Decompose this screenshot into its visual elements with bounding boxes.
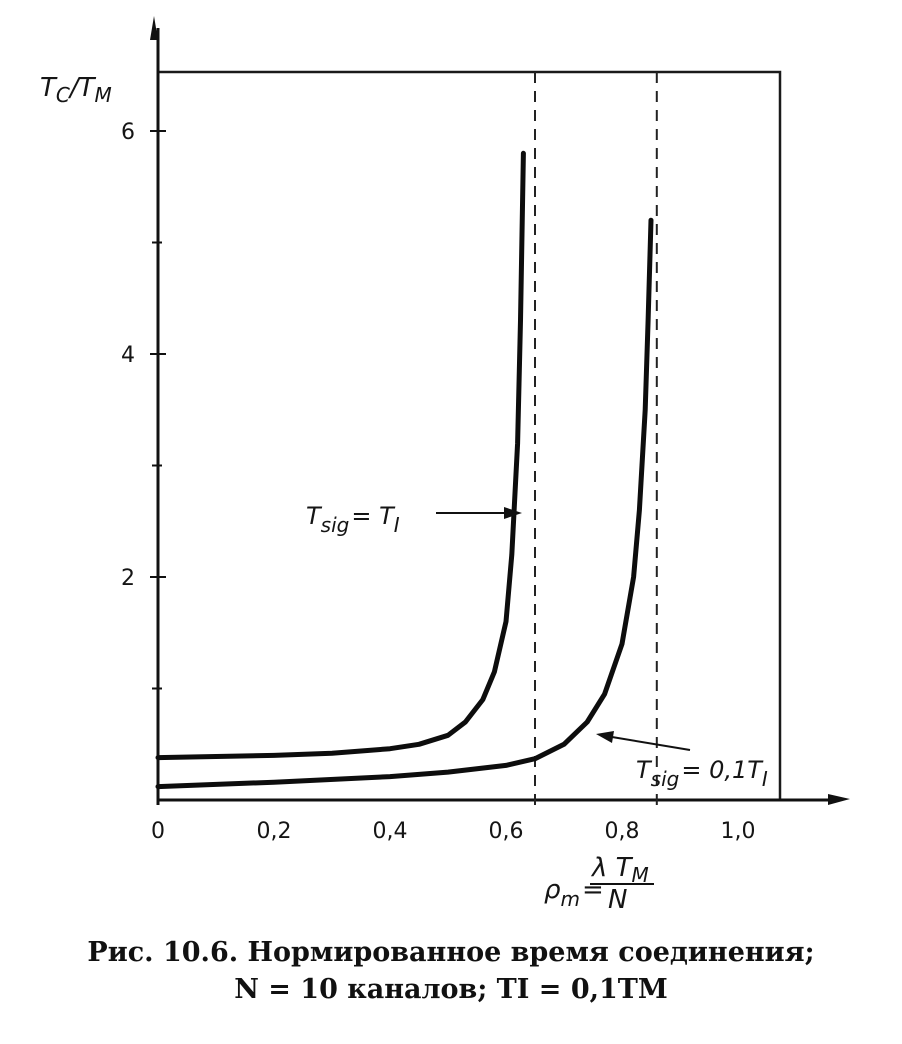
series-layer [158, 153, 651, 786]
x-tick-label: 0,8 [604, 819, 640, 844]
asymptotes-layer [535, 72, 657, 805]
y-tick-label: 2 [121, 566, 135, 591]
svg-text:λ TM: λ $T_M$ [592, 853, 649, 887]
series-line-2 [158, 220, 651, 786]
annotation-arrow-2 [612, 737, 690, 750]
x-axis-label [544, 853, 654, 915]
y-axis-label: $T_C/T_M$ [40, 73, 112, 107]
x-tick-label: 0,6 [488, 819, 524, 844]
annotation-label-1: $T_{sig}= T_I$ [306, 502, 400, 537]
figure-caption [0, 934, 902, 1008]
annotation-label-2: $T_{sig}= 0,1T_I$ [636, 756, 768, 791]
x-tick-label: 0,4 [372, 819, 408, 844]
plot-frame [158, 72, 780, 800]
annotation-arrowhead-2 [596, 731, 614, 743]
svg-text:ρm=: $\rho_m=$ [544, 875, 604, 911]
x-tick-label: 0,2 [256, 819, 292, 844]
y-tick-label: 6 [121, 120, 135, 145]
caption-line-2: N = 10 каналов; TI = 0,1TM [234, 974, 668, 1005]
x-tick-label: 0 [151, 819, 165, 844]
series-line-1 [158, 153, 523, 757]
caption-line-1: Рис. 10.6. Нормированное время соединения; [87, 937, 815, 968]
ticks-layer [121, 120, 756, 844]
x-axis-arrow [828, 794, 850, 805]
svg-text:N: N [608, 885, 628, 915]
x-tick-label: 1,0 [720, 819, 756, 844]
y-tick-label: 4 [121, 343, 135, 368]
